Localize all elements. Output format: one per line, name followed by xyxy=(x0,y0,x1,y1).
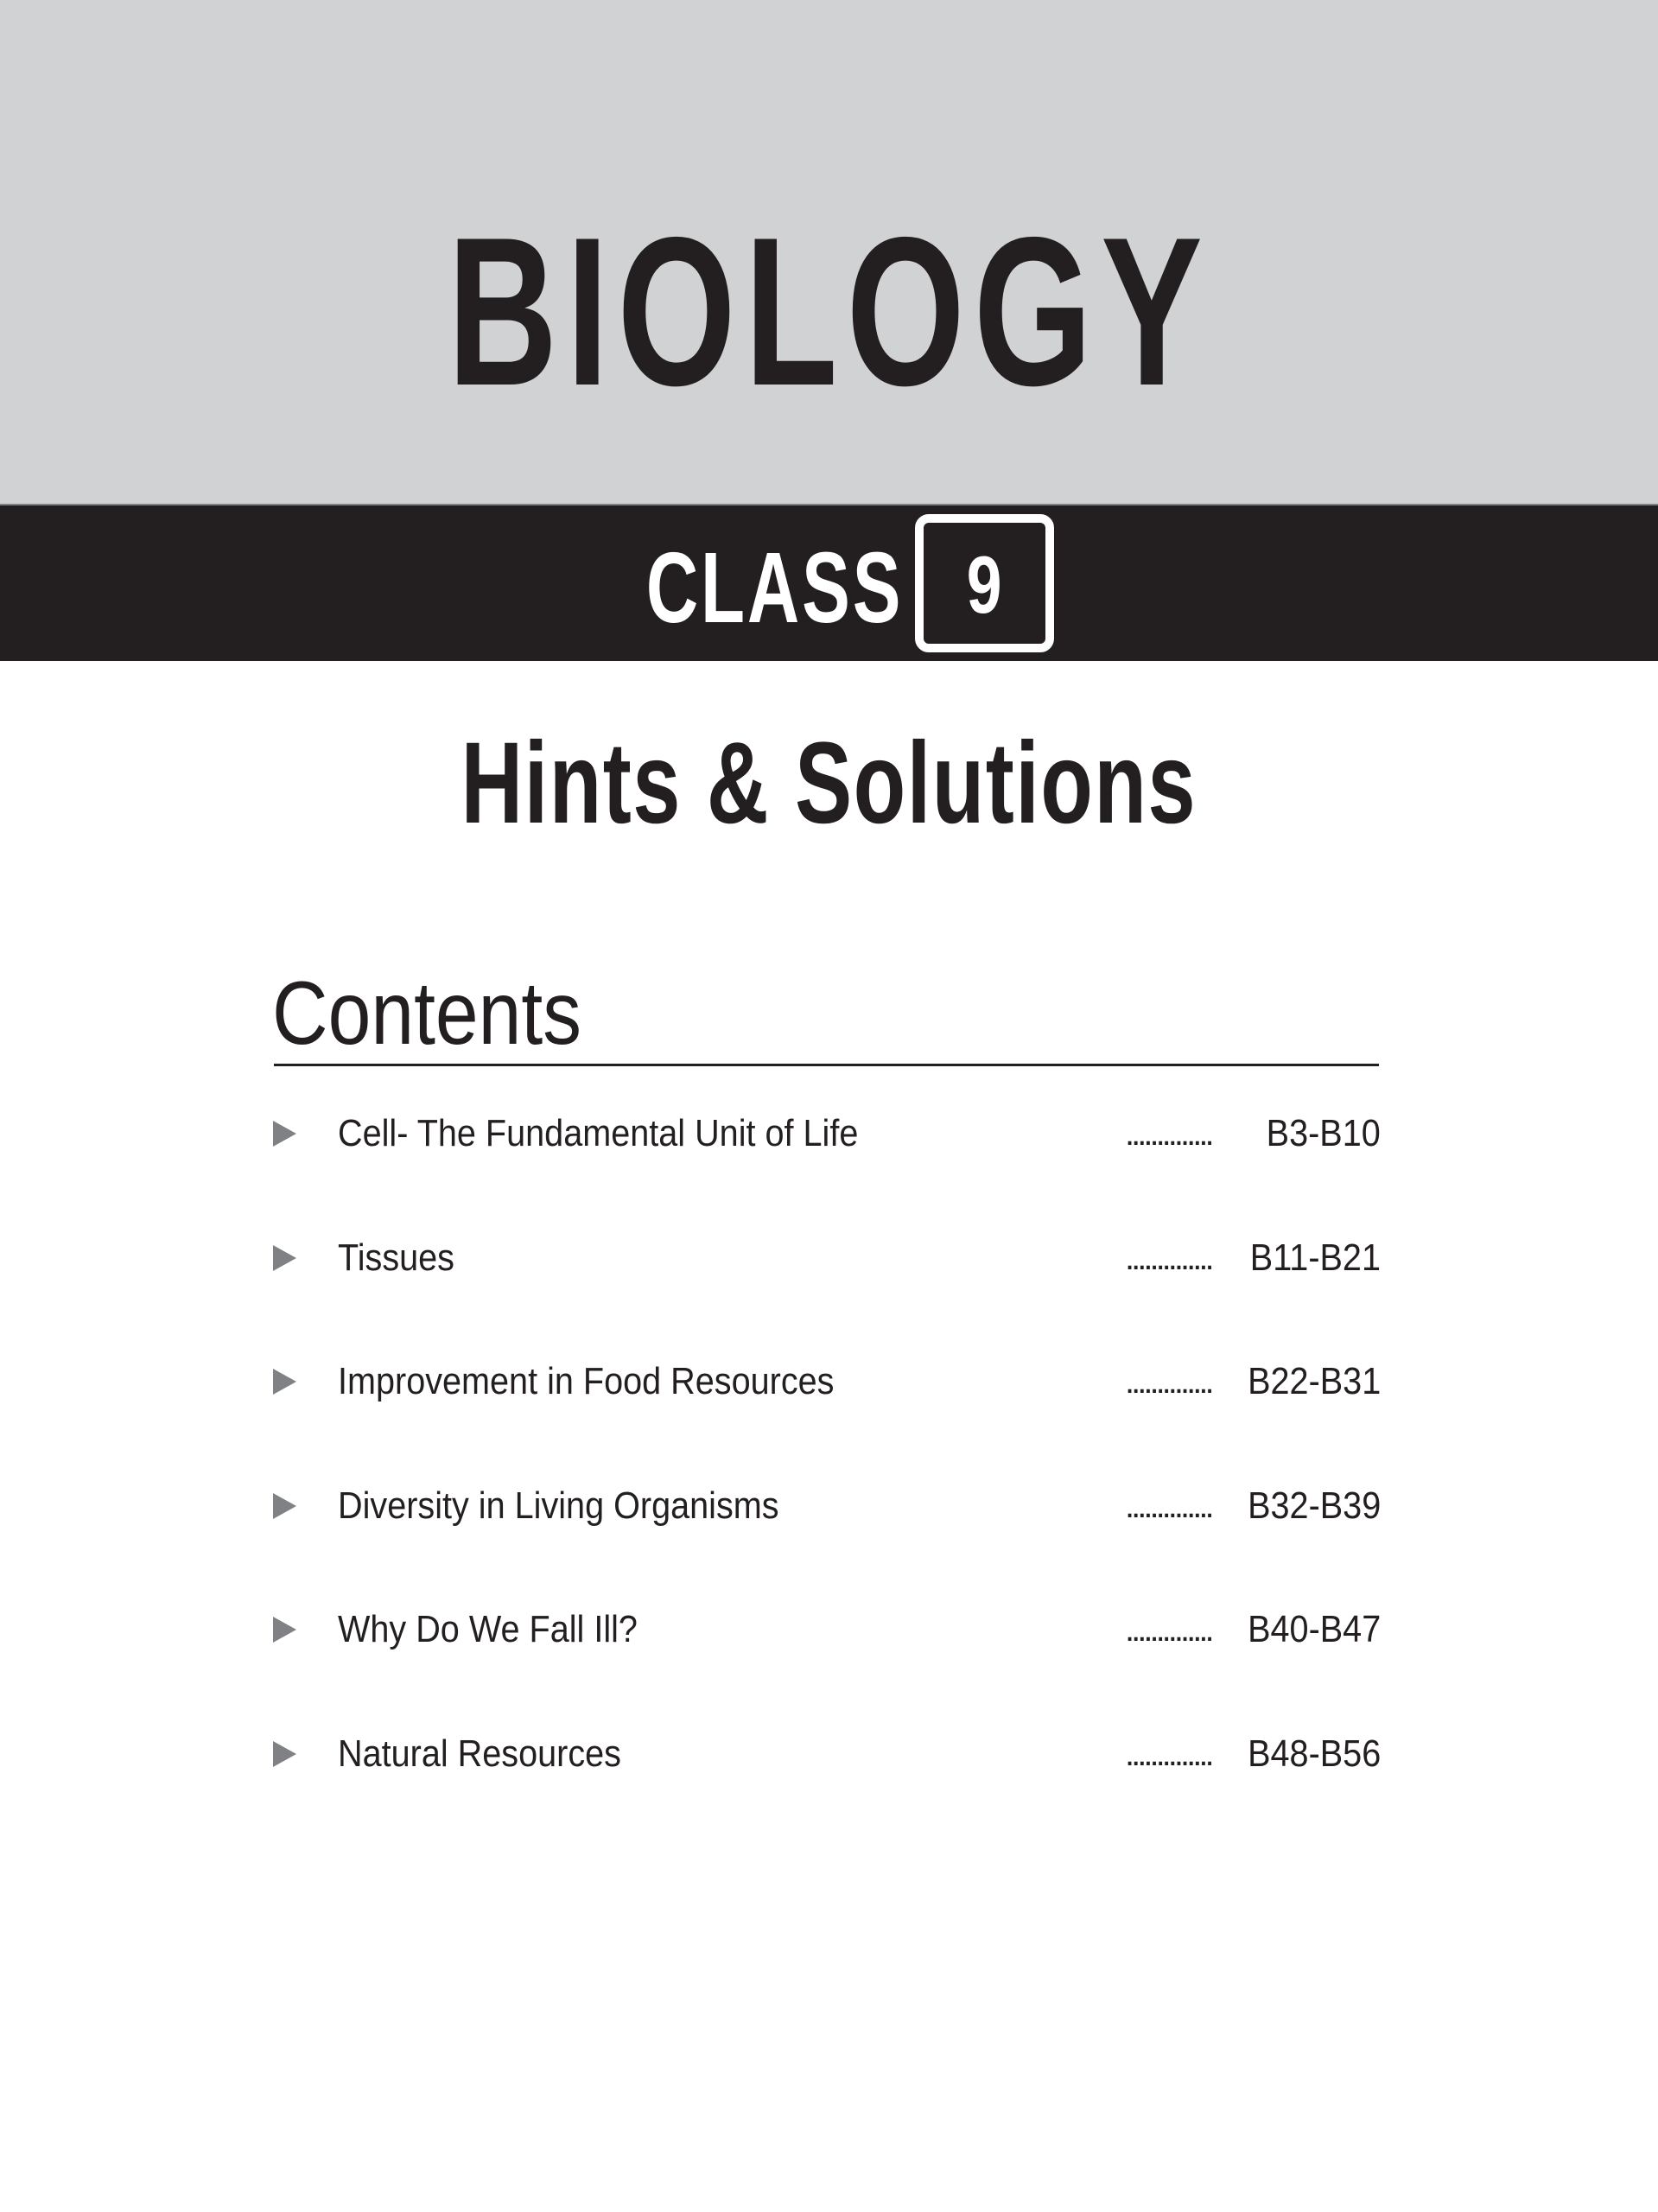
toc-item-title: Natural Resources xyxy=(338,1732,621,1775)
subject-title-text: BIOLOGY xyxy=(447,193,1211,429)
triangle-bullet-icon xyxy=(273,1617,296,1643)
class-label-text: CLASS xyxy=(645,531,904,644)
toc-leader-dots: .............. xyxy=(1125,1735,1211,1773)
toc-item-title: Tissues xyxy=(338,1236,454,1279)
toc-item[interactable] xyxy=(273,1481,1381,1533)
class-number: 9 xyxy=(967,539,1002,630)
contents-divider xyxy=(274,1064,1379,1066)
toc-leader-dots: .............. xyxy=(1125,1611,1211,1649)
triangle-bullet-icon xyxy=(273,1493,296,1519)
toc-item-pages: B3-B10 xyxy=(1266,1112,1381,1154)
subject-title xyxy=(0,193,1658,429)
toc-item-title: Why Do We Fall Ill? xyxy=(338,1608,638,1650)
toc-item-title: Cell- The Fundamental Unit of Life xyxy=(338,1112,859,1154)
toc-item[interactable] xyxy=(273,1729,1381,1781)
triangle-bullet-icon xyxy=(273,1121,296,1147)
toc-leader-dots: .............. xyxy=(1125,1487,1211,1525)
toc-item-pages: B40-B47 xyxy=(1247,1608,1381,1650)
toc-item-pages: B11-B21 xyxy=(1249,1236,1381,1279)
toc-item-pages: B22-B31 xyxy=(1247,1360,1381,1402)
class-number-badge xyxy=(915,514,1054,652)
toc-item[interactable] xyxy=(273,1233,1381,1285)
page-subtitle xyxy=(0,719,1658,848)
toc-item[interactable] xyxy=(273,1605,1381,1656)
toc-item[interactable] xyxy=(273,1109,1381,1160)
page-subtitle-text: Hints & Solutions xyxy=(461,719,1197,848)
contents-heading-text: Contents xyxy=(272,963,581,1064)
toc-item-title: Diversity in Living Organisms xyxy=(338,1484,779,1527)
triangle-bullet-icon xyxy=(273,1741,296,1767)
toc-item-pages: B48-B56 xyxy=(1247,1732,1381,1775)
toc-item[interactable] xyxy=(273,1357,1381,1408)
toc-item-title: Improvement in Food Resources xyxy=(338,1360,835,1402)
toc-leader-dots: .............. xyxy=(1125,1363,1211,1401)
toc-leader-dots: .............. xyxy=(1125,1239,1211,1277)
class-label xyxy=(596,531,904,644)
triangle-bullet-icon xyxy=(273,1245,296,1271)
triangle-bullet-icon xyxy=(273,1369,296,1395)
toc-leader-dots: .............. xyxy=(1125,1115,1211,1153)
contents-heading xyxy=(272,963,632,1064)
toc-item-pages: B32-B39 xyxy=(1247,1484,1381,1527)
